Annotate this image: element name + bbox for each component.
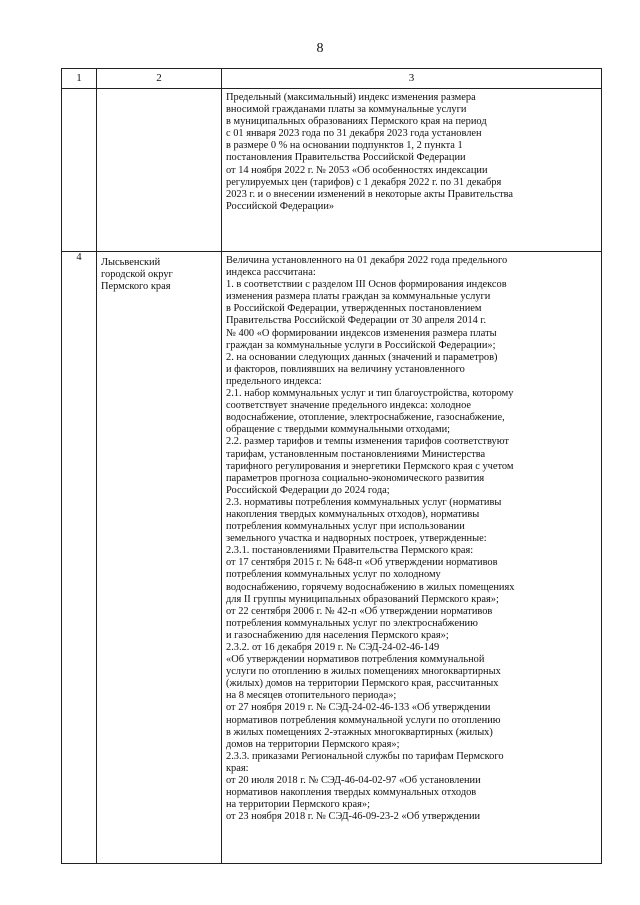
- text-line: в размере 0 % на основании подпунктов 1, 2 пункта 1: [226, 140, 463, 152]
- text-line: и факторов, повлиявших на величину установленного: [226, 363, 465, 375]
- text-line: Лысьвенский: [101, 257, 161, 268]
- description-cell: [222, 89, 602, 252]
- text-line: от 17 сентября 2015 г. № 648-п «Об утверждении нормативов: [226, 557, 498, 569]
- text-line: Правительства Российской Федерации от 30 апреля 2014 г.: [226, 315, 487, 327]
- text-line: в жилых помещениях 2-этажных многоквартирных (жилых): [226, 726, 493, 738]
- text-line: от 20 июля 2018 г. № СЭД-46-04-02-97 «Об установлении: [226, 775, 481, 787]
- text-line: тарифного регулирования и энергетики Пермского края с учетом: [226, 460, 514, 472]
- text-line: 2.3. нормативы потребления коммунальных услуг (нормативы: [226, 496, 502, 508]
- text-line: обращение с твердыми коммунальными отходами;: [226, 424, 451, 436]
- text-line: домов на территории Пермского края»;: [226, 738, 400, 750]
- text-line: потребления коммунальных услуг по холодному: [226, 569, 441, 581]
- text-line: в Российской Федерации, утвержденных постановлением: [226, 303, 482, 315]
- description-cell: [222, 252, 602, 864]
- text-line: «Об утверждении нормативов потребления коммунальной: [226, 654, 485, 666]
- text-line: 2.2. размер тарифов и темпы изменения тарифов соответствуют: [226, 436, 509, 448]
- text-line: и газоснабжению для населения Пермского края»;: [226, 629, 449, 641]
- text-line: от 22 сентября 2006 г. № 42-п «Об утверждении нормативов: [226, 605, 493, 617]
- text-line: № 400 «О формировании индексов изменения размера платы: [226, 327, 497, 339]
- description-text: [222, 252, 601, 826]
- text-line: водоснабжению, горячему водоснабжению в жилых помещениях: [226, 581, 515, 593]
- text-line: Российской Федерации»: [226, 200, 335, 212]
- text-line: постановления Правительства Российской Федерации: [226, 152, 466, 164]
- text-line: земельного участка и надворных построек, утвержденные:: [226, 533, 487, 545]
- text-line: в муниципальных образованиях Пермского края на период: [226, 116, 487, 128]
- municipality-cell: [97, 89, 222, 252]
- text-line: 2023 г. и о внесении изменений в некоторые акты Правительства: [226, 188, 514, 200]
- text-line: параметров прогноза социально-экономического развития: [226, 472, 485, 484]
- text-line: потребления коммунальных услуг по электроснабжению: [226, 617, 478, 629]
- text-line: (жилых) домов на территории Пермского края, рассчитанных: [226, 678, 499, 690]
- municipality-cell: [97, 252, 222, 864]
- text-line: Пермского края: [101, 281, 171, 293]
- text-line: 1. в соответствии с разделом III Основ формирования индексов: [226, 279, 507, 291]
- text-line: для II группы муниципальных образований Пермского края»;: [226, 593, 499, 605]
- text-line: накопления твердых коммунальных отходов), нормативы: [226, 508, 480, 520]
- text-line: вносимой гражданами платы за коммунальные услуги: [226, 104, 467, 116]
- table-row: [62, 252, 602, 864]
- text-line: предельного индекса:: [226, 375, 322, 387]
- text-line: граждан за коммунальные услуги в Российской Федерации»;: [226, 339, 496, 351]
- text-line: от 14 ноября 2022 г. № 2053 «Об особенностях индексации: [226, 164, 488, 176]
- page-number: 8: [316, 41, 324, 56]
- text-line: услуги по отоплению в жилых помещениях многоквартирных: [226, 666, 501, 678]
- text-line: тарифам, установленным постановлениями Министерства: [226, 448, 486, 460]
- text-line: от 27 ноября 2019 г. № СЭД-24-02-46-133 «Об утверждении: [226, 702, 491, 714]
- municipality-name: [97, 252, 221, 293]
- indices-table: [61, 68, 602, 864]
- text-line: потребления коммунальных услуг при использовании: [226, 521, 465, 533]
- text-line: Предельный (максимальный) индекс изменения размера: [226, 92, 476, 103]
- text-line: нормативов накопления твердых коммунальных отходов: [226, 787, 477, 799]
- text-line: индекса рассчитана:: [226, 267, 316, 279]
- text-line: Российской Федерации до 2024 года;: [226, 484, 390, 496]
- text-line: 2.3.2. от 16 декабря 2019 г. № СЭД-24-02-46-149: [226, 642, 440, 653]
- text-line: соответствует значение предельного индекса: холодное: [226, 400, 472, 412]
- text-line: на 8 месяцев отопительного периода»;: [226, 690, 397, 702]
- table-header-row: [62, 69, 602, 89]
- table-row-continuation: [62, 89, 602, 252]
- text-line: Величина установленного на 01 декабря 2022 года предельного: [226, 255, 508, 266]
- header-col-1: 1: [62, 69, 97, 89]
- text-line: 2.1. набор коммунальных услуг и тип благоустройства, которому: [226, 388, 514, 400]
- header-col-3: 3: [222, 69, 602, 89]
- text-line: городской округ: [101, 269, 173, 281]
- text-line: регулируемых цен (тарифов) с 1 декабря 2022 г. по 31 декабря: [226, 176, 502, 188]
- text-line: нормативов потребления коммунальной услуги по отоплению: [226, 714, 501, 726]
- text-line: 2. на основании следующих данных (значений и параметров): [226, 351, 498, 363]
- row-number-cell: 4: [62, 252, 97, 864]
- header-col-2: 2: [97, 69, 222, 89]
- text-line: водоснабжение, отопление, электроснабжение, газоснабжение,: [226, 412, 505, 424]
- text-line: края:: [226, 762, 249, 774]
- description-text: [222, 89, 601, 216]
- text-line: 2.3.1. постановлениями Правительства Пермского края:: [226, 545, 474, 557]
- text-line: от 23 ноября 2018 г. № СЭД-46-09-23-2 «Об утверждении: [226, 811, 481, 823]
- text-line: 2.3.3. приказами Региональной службы по тарифам Пермского: [226, 750, 504, 762]
- text-line: с 01 января 2023 года по 31 декабря 2023 года установлен: [226, 128, 482, 140]
- row-number-cell: [62, 89, 97, 252]
- text-line: на территории Пермского края»;: [226, 799, 370, 811]
- text-line: изменения размера платы граждан за коммунальные услуги: [226, 291, 491, 303]
